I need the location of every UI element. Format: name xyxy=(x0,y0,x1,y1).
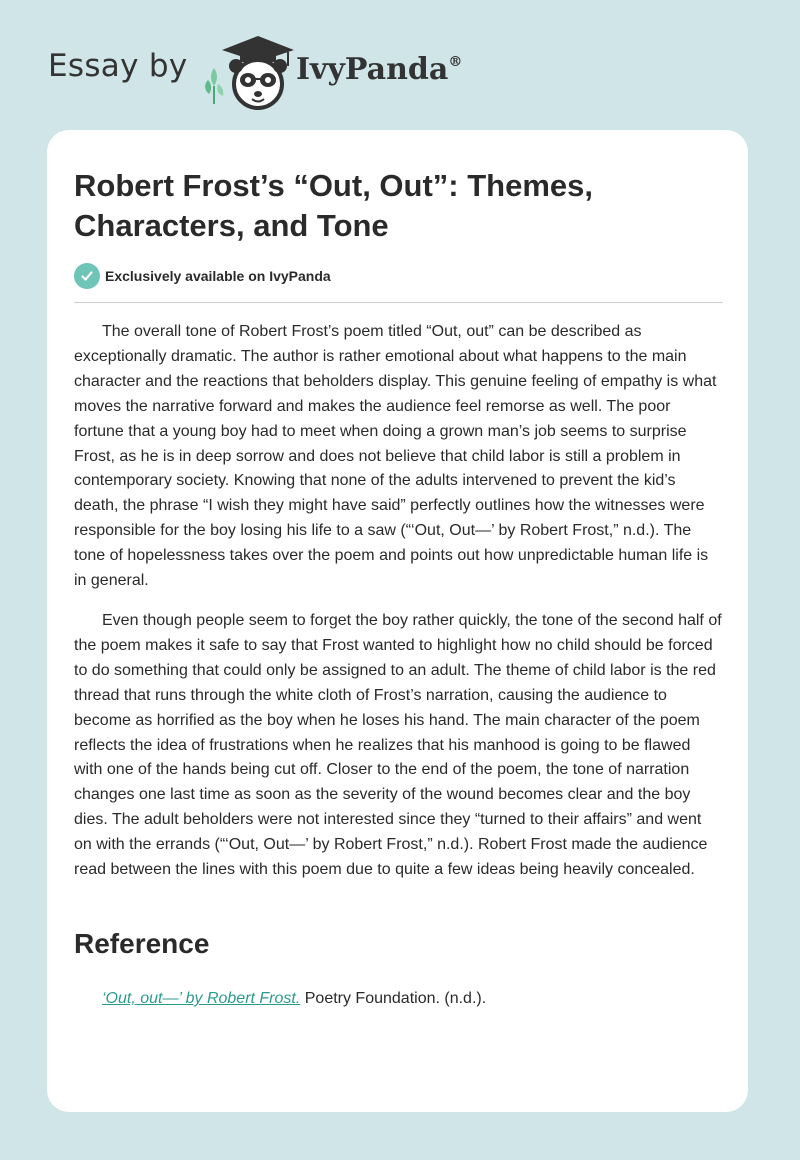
reference-heading: Reference xyxy=(74,928,210,959)
brand-name-text: IvyPanda xyxy=(296,52,449,87)
site-header xyxy=(48,28,508,112)
essay-body xyxy=(74,320,722,898)
essay-card xyxy=(47,130,748,1112)
reference-entry xyxy=(102,990,486,1008)
brand-name[interactable] xyxy=(296,52,462,87)
panda-graduate-icon[interactable] xyxy=(216,32,300,112)
exclusive-label: Exclusively available on IvyPanda xyxy=(105,268,331,284)
divider xyxy=(74,302,723,303)
essay-by-label: Essay by xyxy=(48,48,188,84)
reference-source: Poetry Foundation. (n.d.). xyxy=(300,990,487,1007)
paragraph: The overall tone of Robert Frost’s poem titled “Out, out” can be described as exceptionally dramatic. The author is rather emotional about what happens to the main character and the reactions that beholders display. This genuine feeling of empathy is what moves the narrative forward and makes the audience feel remorse as well. The poor fortune that a young boy had to meet when doing a grown man’s job seems to surprise Frost, as he is in deep sorrow and does not believe that child labor is still a problem in contemporary society. Knowing that none of the adults intervened to prevent the kid’s death, the phrase “I wish they might have said” perfectly outlines how the witnesses were responsible for the boy losing his life to a saw (“‘Out, Out—’ by Robert Frost,” n.d.). The tone of hopelessness takes over the poem and points out how unpredictable human life is in general. xyxy=(74,323,717,590)
exclusive-badge xyxy=(74,263,331,289)
registered-mark: ® xyxy=(448,54,463,70)
reference-link[interactable]: ‘Out, out—’ by Robert Frost. xyxy=(102,990,301,1007)
page-title: Robert Frost’s “Out, Out”: Themes, Characters, and Tone xyxy=(74,168,593,243)
paragraph: Even though people seem to forget the boy rather quickly, the tone of the second half of the poem makes it safe to say that Frost wanted to highlight how no child should be forced to do something that could only be assigned to an adult. The theme of child labor is the red thread that runs through the white cloth of Frost’s narration, causing the audience to become as horrified as the boy when he loses his hand. The main character of the poem reflects the idea of frustrations when he realizes that his manhood is going to be flawed with one of the hands being cut off. Closer to the end of the poem, the tone of narration changes one last time as soon as the severity of the wound becomes clear and the boy dies. The adult beholders were not interested since they “turned to their affairs” and went on with the errands (“‘Out, Out—’ by Robert Frost,” n.d.). Robert Frost made the audience read between the lines with this poem due to quite a few ideas being heavily concealed. xyxy=(74,611,722,879)
check-circle-icon xyxy=(74,263,100,289)
